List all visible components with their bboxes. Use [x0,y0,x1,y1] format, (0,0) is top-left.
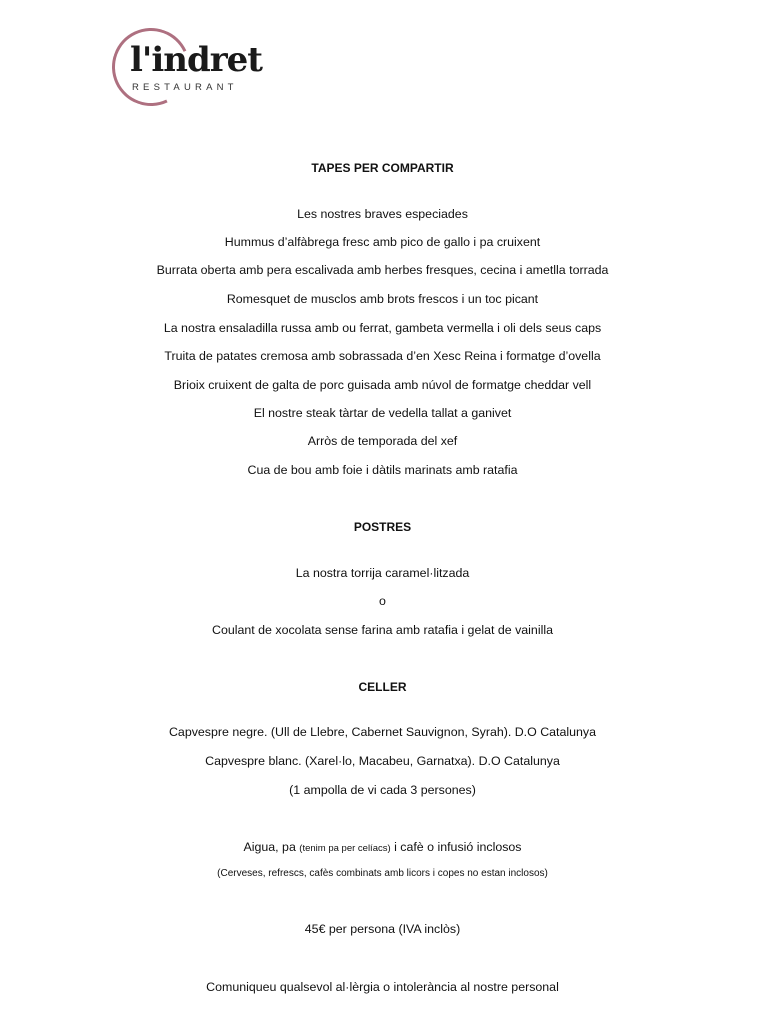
menu-item-separator: o [379,594,386,608]
logo-wordmark: l'indret [130,40,262,80]
price: 45€ per persona (IVA inclòs) [304,922,461,936]
included-part: i cafè o infusió inclosos [390,840,522,854]
wine-note: (1 ampolla de vi cada 3 persones) [289,783,476,797]
section-title-tapes: TAPES PER COMPARTIR [311,161,454,175]
menu-item: Coulant de xocolata sense farina amb ratafia i gelat de vainilla [212,623,553,637]
restaurant-logo [108,26,262,106]
section-title-celler: CELLER [358,680,407,694]
menu-item: Hummus d’alfàbrega fresc amb pico de gallo i pa cruixent [224,235,541,249]
wine-item: Capvespre blanc. (Xarel·lo, Macabeu, Garnatxa). D.O Catalunya [205,754,560,768]
not-included-note: (Cerveses, refrescs, cafès combinats amb licors i copes no estan inclosos) [217,868,548,879]
section-title-postres: POSTRES [353,520,412,534]
menu-item: La nostra torrija caramel·litzada [295,566,470,580]
included-part: Aigua, pa [243,840,300,854]
menu-item: El nostre steak tàrtar de vedella tallat a ganivet [253,406,512,420]
menu-item: Cua de bou amb foie i dàtils marinats amb ratafia [247,463,518,477]
menu-item: Burrata oberta amb pera escalivada amb herbes fresques, cecina i ametlla torrada [156,263,609,277]
wine-item: Capvespre negre. (Ull de Llebre, Cabernet Sauvignon, Syrah). D.O Catalunya [168,725,597,739]
menu-item: La nostra ensaladilla russa amb ou ferrat, gambeta vermella i oli dels seus caps [163,321,602,335]
menu-item: Romesquet de musclos amb brots frescos i un toc picant [226,292,539,306]
included-text [0,839,765,857]
menu-item: Les nostres braves especiades [297,207,468,221]
menu-item: Truita de patates cremosa amb sobrassada d’en Xesc Reina i formatge d’ovella [164,349,601,363]
allergy-notice: Comuniqueu qualsevol al·lèrgia o intolerància al nostre personal [206,980,559,994]
menu-item: Arròs de temporada del xef [307,434,458,448]
menu-item: Brioix cruixent de galta de porc guisada amb núvol de formatge cheddar vell [173,378,592,392]
logo-subtitle: RESTAURANT [132,82,238,93]
included-celiac-note: (tenim pa per celíacs) [299,843,391,854]
